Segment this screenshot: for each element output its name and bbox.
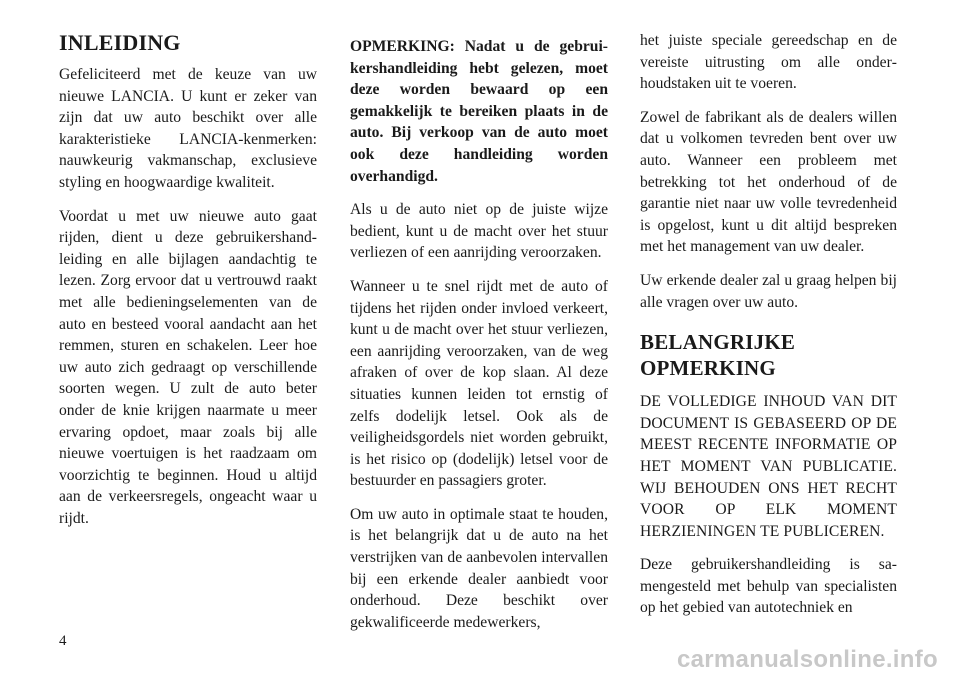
paragraph-maintenance: Om uw auto in optimale staat te houden, is het belangrijk dat u de auto na het verstrijken van de aanbevolen intervallen bij een erkende dealer aanbiedt voor onderhoud. Deze beschikt over gekwalificeerde medewerkers, xyxy=(350,505,608,631)
column-right xyxy=(640,32,897,631)
paragraph-satisfaction: Zowel de fabrikant als de dealers willen dat u volkomen tevreden bent over uw auto. Wanneer een probleem met betrekking tot het onderhoud of de garantie niet naar uw volle tevredenheid is opgelost, kunt u dit altijd bespreken met het management van uw dealer. xyxy=(640,108,897,256)
heading-inleiding: INLEIDING xyxy=(59,30,181,55)
note-paragraph: OPMERKING: Nadat u de gebruikershandleiding hebt gelezen, moet deze worden bewaard op een gemakkelijk te bereiken plaats in de auto. Bij verkoop van de auto moet ook deze handleiding worden overhandigd. xyxy=(350,38,608,185)
paragraph-intro: Gefeliciteerd met de keuze van uw nieuwe LANCIA. U kunt er zeker van zijn dat uw auto beschikt over alle karakteristieke LANCIA-kenmerken: nauwkeurig vakmanschap, exclusieve styling en hoogwaardige kwaliteit. xyxy=(59,66,317,191)
paragraph-tools: het juiste speciale gereedschap en de vereiste uitrusting om alle onderhoudstaken uit te voeren. xyxy=(640,32,897,93)
page-number: 4 xyxy=(59,633,67,649)
paragraph-dealer-help: Uw erkende dealer zal u graag helpen bij alle vragen over uw auto. xyxy=(640,271,897,311)
watermark: carmanualsonline.info xyxy=(676,646,938,673)
column-left xyxy=(59,30,317,541)
paragraph-disclaimer: DE VOLLEDIGE INHOUD VAN DIT DOCUMENT IS GEBASEERD OP DE MEEST RECENTE INFORMATIE OP HET MOMENT VAN PUBLICATIE. WIJ BEHOUDEN ONS HET RECHT VOOR OP ELK MOMENT HERZIENINGEN TE PUBLICEREN. xyxy=(640,393,897,540)
column-middle xyxy=(350,36,608,645)
paragraph-before-driving: Voordat u met uw nieuwe auto gaat rijden, dient u deze gebruikershandleiding en alle bijlagen aandachtig te lezen. Zorg ervoor dat u vertrouwd raakt met alle bedieningselementen van de auto en besteed vooral aandacht aan het remmen, sturen en schakelen. Leer hoe uw auto zich gedraagt op verschillende soorten wegen. U zult de auto beter onder de knie krijgen naarmate u meer ervaring opdoet, maar zoals bij alle nieuwe voertuigen is het raadzaam om voorzichtig te beginnen. Houd u altijd aan de verkeersregels, ongeacht waar u rijdt. xyxy=(59,207,317,527)
heading-belangrijke-opmerking: BELANGRIJKE OPMERKING xyxy=(640,330,796,381)
paragraph-compiled: Deze gebruikershandleiding is samengesteld met behulp van specialisten op het gebied van autotechniek en xyxy=(640,556,897,617)
paragraph-control: Als u de auto niet op de juiste wijze bedient, kunt u de macht over het stuur verliezen of een aanrijding veroorzaken. xyxy=(350,201,608,262)
paragraph-speed-warning: Wanneer u te snel rijdt met de auto of tijdens het rijden onder invloed verkeert, kunt u de macht over het stuur verliezen, een aanrijding veroorzaken, van de weg afraken of over de kop slaan. Al deze situaties kunnen leiden tot ernstig of zelfs dodelijk letsel. Ook als de veiligheidsgordels niet worden gebruikt, is het risico op (dodelijk) letsel voor de bestuurder en passagiers groter. xyxy=(350,277,608,490)
